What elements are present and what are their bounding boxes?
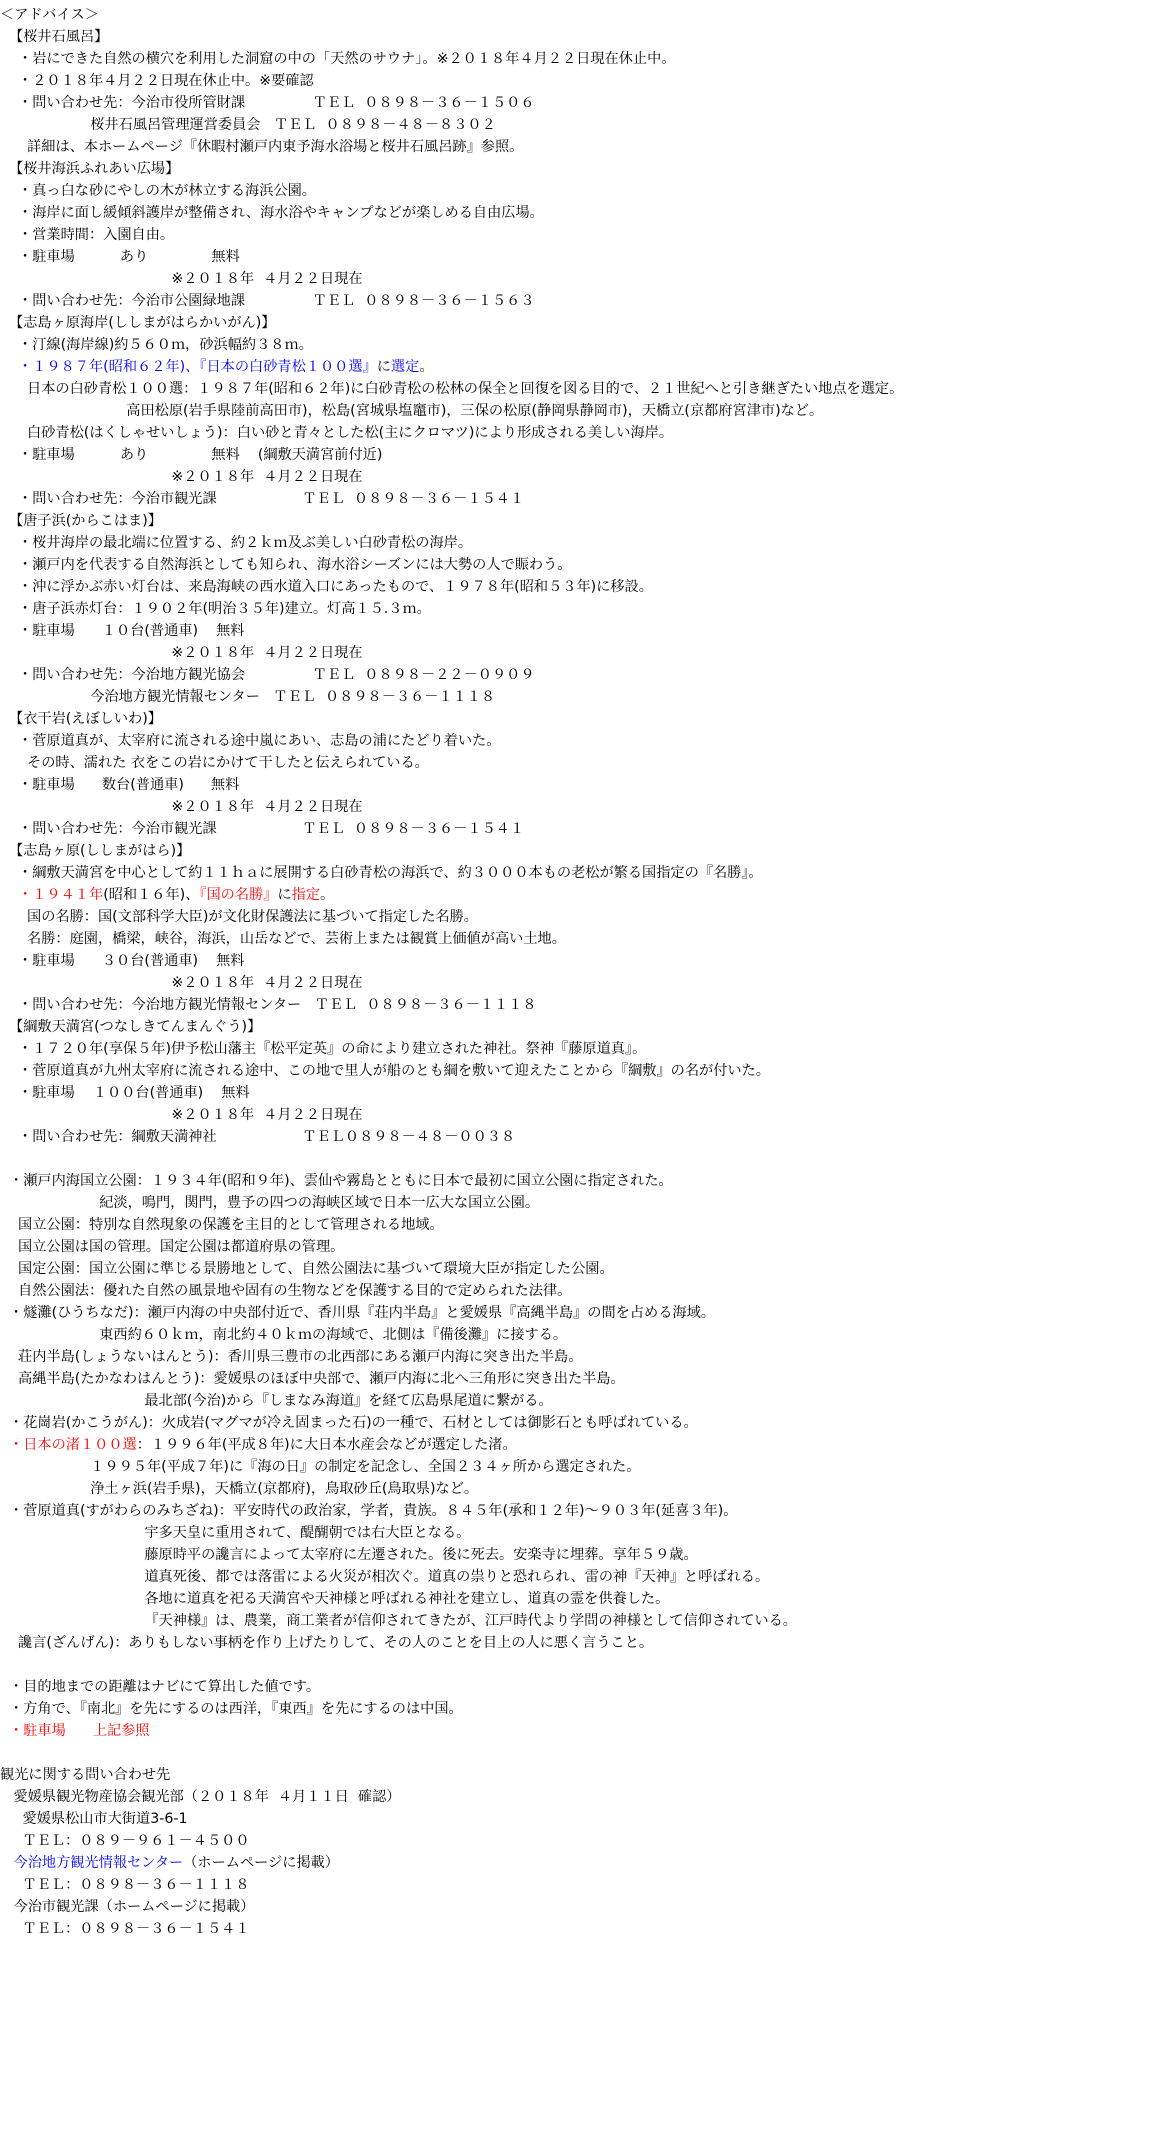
text-line: ・駐車場 ３０台(普通車) 無料 [0,953,245,969]
text-line: 自然公園法：優れた自然の風景地や固有の生物などを保護する目的で定められた法律。 [0,1283,572,1299]
text-line: 愛媛県観光物産協会観光部（２０１８年 ４月１１日 確認） [0,1789,401,1805]
text-line: ・駐車場 あり 無料 [0,249,240,265]
red-highlight-text: 『国の名勝』 [199,887,278,903]
text-line: ・駐車場 １０台(普通車) 無料 [0,623,245,639]
text-line: ・方角で、『南北』を先にするのは西洋，『東西』を先にするのは中国。 [0,1701,463,1717]
text-line: 今治市観光課（ホームページに掲載） [0,1899,255,1915]
text-line: ・岩にできた自然の横穴を利用した洞窟の中の「天然のサウナ」。※２０１８年４月２２日現在休止中。 [0,51,676,67]
blank-line [0,1742,1155,1764]
text-line [0,1852,1155,1874]
text-line: ・真っ白な砂にやしの木が林立する海浜公園。 [0,183,316,199]
text-line: ・問い合わせ先：綱敷天満神社 ＴＥＬ０８９８－４８－００３８ [0,1129,516,1145]
text-line: 【志島ヶ原海岸(ししまがはらかいがん)】 [0,315,276,331]
text-line: 荘内半島(しょうないはんとう)：香川県三豊市の北西部にある瀬戸内海に突き出た半島。 [0,1349,583,1365]
red-highlight-text: ・１９４１年 [18,887,104,903]
text-line: ・沖に浮かぶ赤い灯台は、来島海峡の西水道入口にあったもので、１９７８年(昭和５３年)に移設。 [0,579,653,595]
text-line: 最北部(今治)から『しまなみ海道』を経て広島県尾道に繋がる。 [0,1393,553,1409]
text-line: ・綱敷天満宮を中心として約１１ｈａに展開する白砂青松の海浜で、約３０００本もの老松が繁る国指定の『名勝』。 [0,865,763,881]
text-line [0,356,1155,378]
text-segment [0,359,18,375]
blue-highlight-text: 今治地方観光情報センター [13,1855,184,1871]
text-line: ・桜井海岸の最北端に位置する、約２ｋｍ及ぶ美しい白砂青松の海岸。 [0,535,473,551]
text-line [0,884,1155,906]
text-line: その時、濡れた 衣をこの岩にかけて干したと伝えられている。 [0,755,429,771]
text-line: ※２０１８年 ４月２２日現在 [0,1107,363,1123]
text-line: 国立公園：特別な自然現象の保護を主目的として管理される地域。 [0,1217,444,1233]
text-line: ・目的地までの距離はナビにて算出した値です。 [0,1679,321,1695]
text-line: ・問い合わせ先：今治市観光課 ＴＥＬ ０８９８－３６－１５４１ [0,491,525,507]
text-line: ・１７２０年(享保５年)伊予松山藩主『松平定英』の命により建立された神社。祭神『藤原道真』。 [0,1041,647,1057]
text-line: ・唐子浜赤灯台：１９０２年(明治３５年)建立。灯高１５.３ｍ。 [0,601,431,617]
text-line: １９９５年(平成７年)に『海の日』の制定を記念し、全国２３４ヶ所から選定された。 [0,1459,641,1475]
text-line: 桜井石風呂管理運営委員会 ＴＥＬ ０８９８－４８－８３０２ [0,117,496,133]
text-line: 高田松原(岩手県陸前高田市)，松島(宮城県塩竈市)，三保の松原(静岡県静岡市)，天橋立(京都府宮津市)など。 [0,403,824,419]
text-line: ・問い合わせ先：今治市観光課 ＴＥＬ ０８９８－３６－１５４１ [0,821,525,837]
text-line: ・汀線(海岸線)約５６０ｍ，砂浜幅約３８ｍ。 [0,337,313,353]
text-line: ・菅原道真(すがわらのみちざね)：平安時代の政治家，学者，貴族。８４５年(承和１２年)～９０３年(延喜３年)。 [0,1503,738,1519]
text-line: ・問い合わせ先：今治市役所管財課 ＴＥＬ ０８９８－３６－１５０６ [0,95,535,111]
text-segment: (昭和１６年)、 [103,887,200,903]
text-line: 東西約６０ｋｍ，南北約４０ｋｍの海域で、北側は『備後灘』に接する。 [0,1327,568,1343]
text-line: 【桜井海浜ふれあい広場】 [0,161,180,177]
text-line: 藤原時平の讒言によって太宰府に左遷された。後に死去。安楽寺に埋葬。享年５９歳。 [0,1547,698,1563]
text-line: ・海岸に面し緩傾斜護岸が整備され、海水浴やキャンプなどが楽しめる自由広場。 [0,205,544,221]
blank-line [0,1148,1155,1170]
text-line: ・問い合わせ先：今治市公園緑地課 ＴＥＬ ０８９８－３６－１５６３ [0,293,535,309]
text-line: 国立公園は国の管理。国定公園は都道府県の管理。 [0,1239,345,1255]
text-line: ＴＥＬ：０８９８－３６－１５４１ [0,1921,250,1937]
text-line: ※２０１８年 ４月２２日現在 [0,975,363,991]
text-line: ・問い合わせ先：今治地方観光協会 ＴＥＬ ０８９８－２２－０９０９ [0,667,535,683]
text-line: ・２０１８年４月２２日現在休止中。※要確認 [0,73,314,89]
blue-highlight-text: 選定 [390,359,420,375]
text-segment: に [277,887,292,903]
text-line: ・燧灘(ひうちなだ)：瀬戸内海の中央部付近で、香川県『荘内半島』と愛媛県『高縄半島』の間を占める海域。 [0,1305,715,1321]
text-line: 【志島ヶ原(ししまがはら)】 [0,843,191,859]
text-line: 国の名勝：国(文部科学大臣)が文化財保護法に基づいて指定した名勝。 [0,909,478,925]
text-line: 愛媛県松山市大街道3-6-1 [0,1811,188,1827]
red-highlight-text: ・駐車場 上記参照 [9,1723,150,1739]
text-line: 道真死後、都では落雷による火災が相次ぐ。道真の祟りと恐れられ、雷の神『天神』と呼ばれる。 [0,1569,770,1585]
text-line: 【綱敷天満宮(つなしきてんまんぐう)】 [0,1019,262,1035]
red-highlight-text: ・日本の渚１００選 [9,1437,137,1453]
text-line: ＴＥＬ：０８９－９６１－４５００ [0,1833,250,1849]
text-line: ・駐車場 １００台(普通車) 無料 [0,1085,250,1101]
text-line: ※２０１８年 ４月２２日現在 [0,271,363,287]
text-line: 国定公園：国立公園に準じる景勝地として、自然公園法に基づいて環境大臣が指定した公園。 [0,1261,614,1277]
text-line: 【桜井石風呂】 [0,29,109,45]
text-line: 白砂青松(はくしゃせいしょう)：白い砂と青々とした松(主にクロマツ)により形成される美しい海岸。 [0,425,674,441]
text-segment [0,1723,9,1739]
red-highlight-text: 指定 [291,887,321,903]
text-line: ・菅原道真が、太宰府に流される途中嵐にあい、志島の浦にたどり着いた。 [0,733,501,749]
text-line: ・営業時間：入園自由。 [0,227,175,243]
text-line: 詳細は、本ホームページ『休暇村瀬戸内東予海水浴場と桜井石風呂跡』参照。 [0,139,524,155]
text-line: ・瀬戸内を代表する自然海浜としても知られ、海水浴シーズンには大勢の人で賑わう。 [0,557,572,573]
text-line: ・駐車場 数台(普通車) 無料 [0,777,240,793]
blank-line [0,1654,1155,1676]
text-segment: に [376,359,391,375]
text-segment: 。 [419,359,434,375]
text-segment: （ホームページに掲載） [183,1855,339,1871]
text-line: ・花崗岩(かこうがん)：火成岩(マグマが冷え固まった石)の一種で、石材としては御影石とも呼ばれている。 [0,1415,698,1431]
text-line: ・瀬戸内海国立公園：１９３４年(昭和９年)、雲仙や霧島とともに日本で最初に国立公園に指定された。 [0,1173,673,1189]
text-segment: 。 [320,887,335,903]
text-line: 観光に関する問い合わせ先 [0,1767,171,1783]
text-line: 浄土ヶ浜(岩手県)，天橋立(京都府)，鳥取砂丘(鳥取県)など。 [0,1481,479,1497]
text-line: 【衣干岩(えぼしいわ)】 [0,711,162,727]
text-line: ※２０１８年 ４月２２日現在 [0,469,363,485]
text-line: 宇多天皇に重用されて、醍醐朝では右大臣となる。 [0,1525,471,1541]
text-segment: ：１９９６年(平成８年)に大日本水産会などが選定した渚。 [136,1437,517,1453]
text-line: ＴＥＬ：０８９８－３６－１１１８ [0,1877,250,1893]
text-line: 今治地方観光情報センター ＴＥＬ ０８９８－３６－１１１８ [0,689,496,705]
text-line: 紀淡，鳴門，関門，豊予の四つの海峡区域で日本一広大な国立公園。 [0,1195,540,1211]
text-segment [0,887,18,903]
blue-highlight-text: ・１９８７年(昭和６２年)、『日本の白砂青松１００選』 [18,359,377,375]
text-line: 『天神様』は、農業，商工業者が信仰されてきたが、江戸時代より学問の神様として信仰されている。 [0,1613,797,1629]
advice-document [0,4,1155,1940]
text-segment [0,1855,14,1871]
text-line: 【唐子浜(からこはま)】 [0,513,162,529]
text-line: 讒言(ざんげん)：ありもしない事柄を作り上げたりして、その人のことを目上の人に悪く言うこと。 [0,1635,654,1651]
text-segment [0,1437,9,1453]
text-line: 高縄半島(たかなわはんとう)：愛媛県のほぼ中央部で、瀬戸内海に北へ三角形に突き出た半島。 [0,1371,625,1387]
text-line: ・菅原道真が九州太宰府に流される途中、この地で里人が船のとも綱を敷いて迎えたことから『綱敷』の名が付いた。 [0,1063,770,1079]
text-line [0,1434,1155,1456]
text-line [0,1720,1155,1742]
text-line: ※２０１８年 ４月２２日現在 [0,645,363,661]
text-line: 日本の白砂青松１００選：１９８７年(昭和６２年)に白砂青松の松林の保全と回復を図る目的で、２１世紀へと引き継ぎたい地点を選定。 [0,381,904,397]
text-line: 各地に道真を祀る天満宮や天神様と呼ばれる神社を建立し、道真の霊を供養した。 [0,1591,670,1607]
text-line: ※２０１８年 ４月２２日現在 [0,799,363,815]
text-line: ・問い合わせ先：今治地方観光情報センター ＴＥＬ ０８９８－３６－１１１８ [0,997,537,1013]
text-line: ・駐車場 あり 無料 (綱敷天満宮前付近) [0,447,383,463]
text-line: 名勝：庭園，橋梁，峡谷，海浜，山岳などで、芸術上または観賞上価値が高い土地。 [0,931,566,947]
text-line: ＜アドバイス＞ [0,7,99,23]
